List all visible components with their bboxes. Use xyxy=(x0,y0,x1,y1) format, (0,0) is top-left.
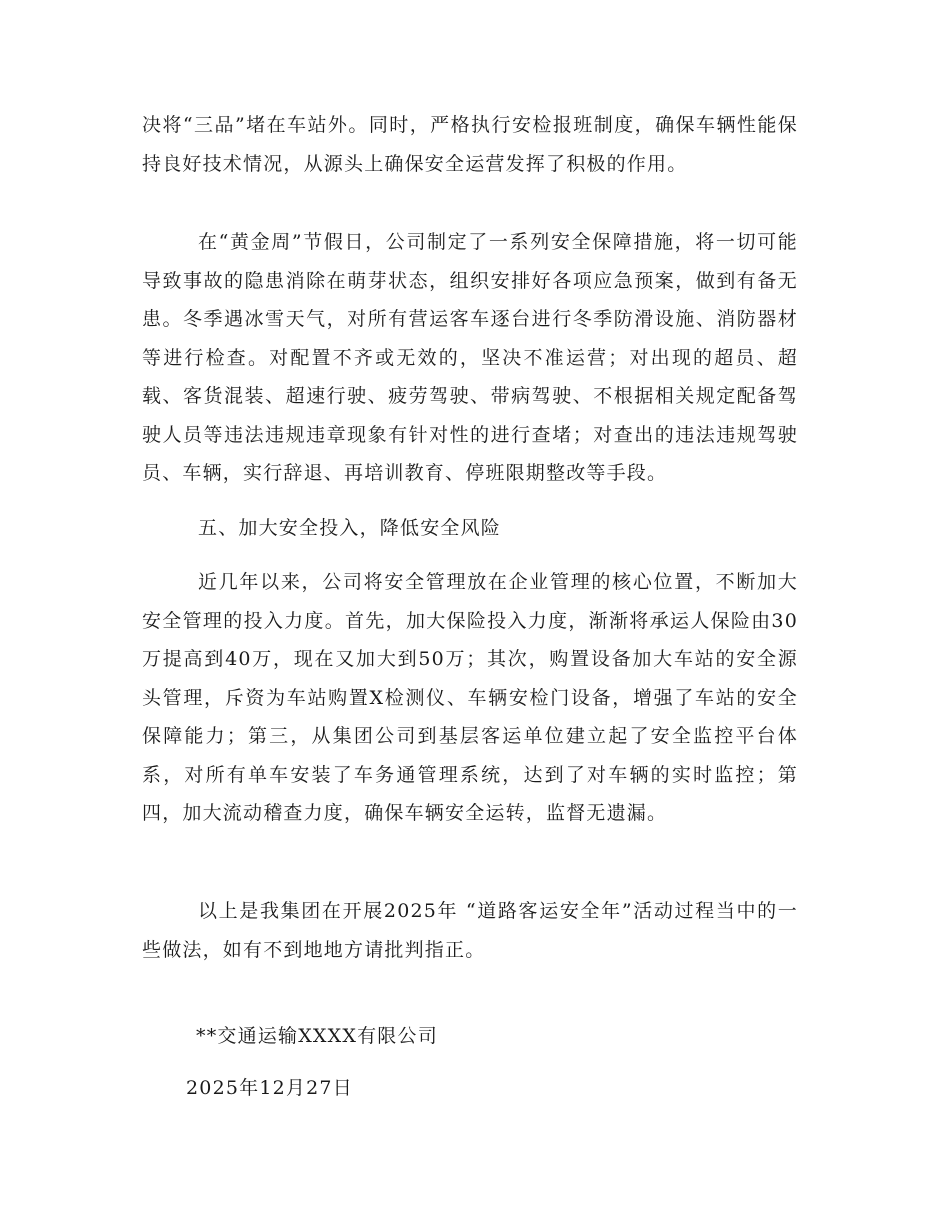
signature-company: **交通运输XXXX有限公司 xyxy=(196,1025,438,1047)
paragraph-continuation: 决将“三品”堵在车站外。同时，严格执行安检报班制度，确保车辆性能保持良好技术情况，从源头上确保安全运营发挥了积极的作用。 xyxy=(142,114,798,175)
paragraph-closing: 以上是我集团在开展2025年 “道路客运安全年”活动过程当中的一些做法，如有不到地地方请批判指正。 xyxy=(142,900,798,961)
paragraph-safety-investment: 近几年以来，公司将安全管理放在企业管理的核心位置，不断加大安全管理的投入力度。首先，加大保险投入力度，渐渐将承运人保险由30万提高到40万，现在又加大到50万；其次，购置设备加大车站的安全源头管理，斥资为车站购置X检测仪、车辆安检门设备，增强了车站的安全保障能力；第三，从集团公司到基层客运单位建立起了安全监控平台体系，对所有单车安装了车务通管理系统，达到了对车辆的实时监控；第四，加大流动稽查力度，确保车辆安全运转，监督无遗漏。 xyxy=(142,571,798,824)
paragraph-golden-week-measures: 在“黄金周”节假日，公司制定了一系列安全保障措施，将一切可能导致事故的隐患消除在萌芽状态，组织安排好各项应急预案，做到有备无患。冬季遇冰雪天气，对所有营运客车逐台进行冬季防滑设施、消防器材等进行检查。对配置不齐或无效的，坚决不准运营；对出现的超员、超载、客货混装、超速行驶、疲劳驾驶、带病驾驶、不根据相关规定配备驾驶人员等违法违规违章现象有针对性的进行查堵；对查出的违法违规驾驶员、车辆，实行辞退、再培训教育、停班限期整改等手段。 xyxy=(142,231,798,484)
signature-date: 2025年12月27日 xyxy=(186,1077,353,1099)
section-heading-safety-investment: 五、加大安全投入，降低安全风险 xyxy=(198,517,502,539)
